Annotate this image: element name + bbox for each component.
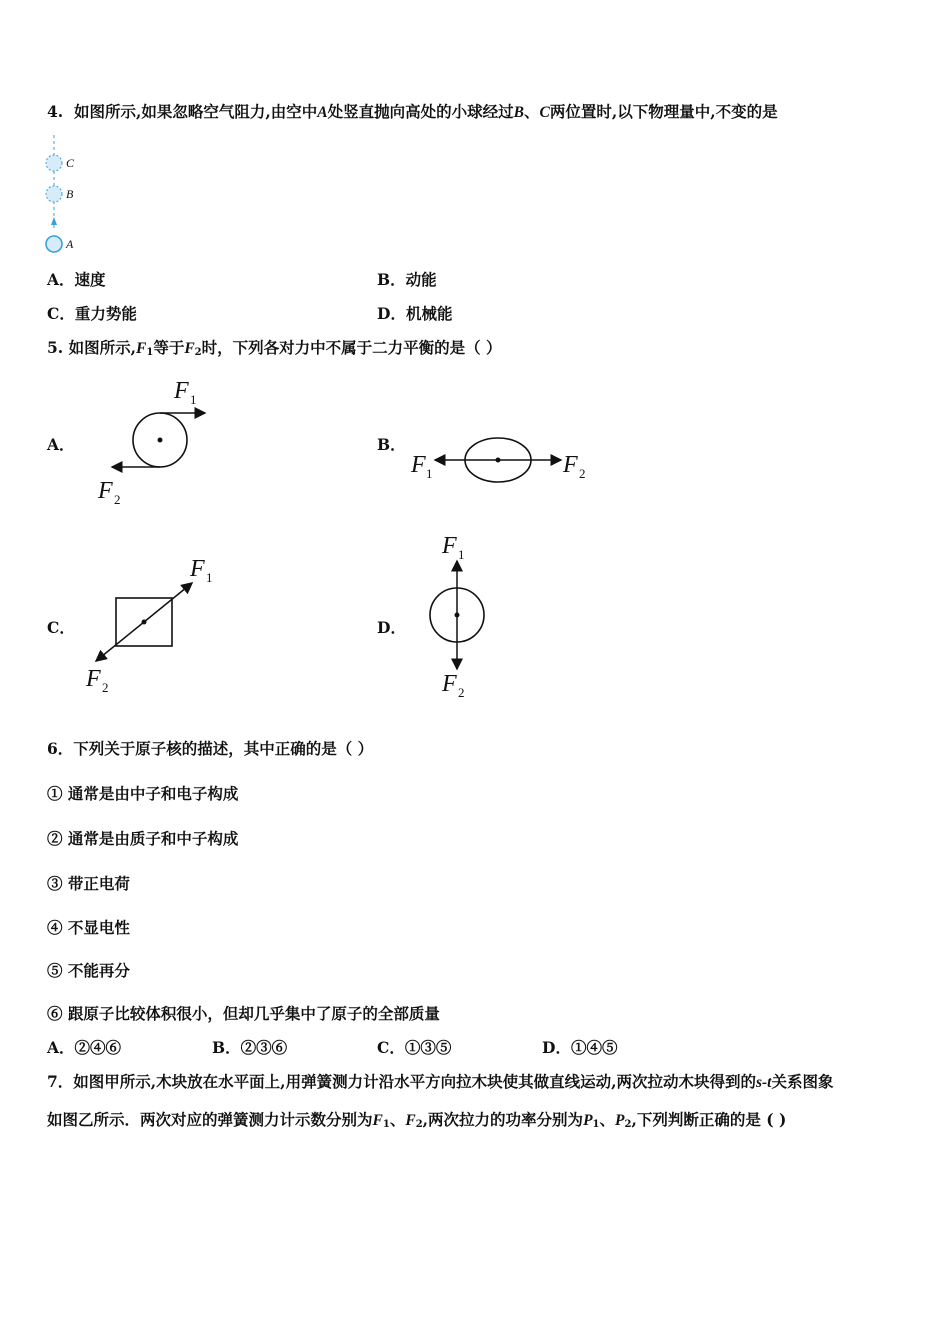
q4-arrow-head xyxy=(51,217,57,225)
q5a-center-dot xyxy=(158,438,163,443)
q6-item-2: ② 通常是由质子和中子构成 xyxy=(47,829,239,848)
q5c-f2-sub: 2 xyxy=(102,680,109,695)
q5-option-c[interactable]: C． xyxy=(47,618,75,637)
q5c-force-f1-arrow xyxy=(144,583,192,622)
q4-ball-b xyxy=(46,186,62,202)
q5-question: 5. 如图所示$,F_1$等于$F_2$时，下列各对力中不属于二力平衡的是（ ） xyxy=(47,338,502,358)
q4-question: 4. 如图所示,如果忽略空气阻力,由空中A处竖直抛向高处的小球经过B、C两位置时,以下物理量中,不变的是 xyxy=(47,102,778,121)
q5-figure-d xyxy=(420,528,500,700)
q7-question-line1: 7．如图甲所示,木块放在水平面上,用弹簧测力计沿水平方向拉木块使其做直线运动,两次拉动木块得到的s-t关系图象 xyxy=(47,1072,834,1091)
q5b-f1-sub: 1 xyxy=(426,466,433,481)
q4-option-a[interactable]: A．速度 xyxy=(47,270,106,289)
q5a-f1-sub: 1 xyxy=(190,392,197,407)
q5b-f2-label: F xyxy=(563,452,578,478)
q5b-f2-sub: 2 xyxy=(579,466,586,481)
q5d-f1-sub: 1 xyxy=(458,547,465,562)
q5c-force-f2-arrow xyxy=(96,622,144,661)
q6-item-4: ④ 不显电性 xyxy=(47,918,130,937)
q5c-f1-label: F xyxy=(190,556,205,582)
q6-item-6: ⑥ 跟原子比较体积很小，但却几乎集中了原子的全部质量 xyxy=(47,1004,440,1023)
q4-label-b: B xyxy=(66,187,74,201)
q5d-f1-label: F xyxy=(442,533,457,559)
q5b-f1-label: F xyxy=(411,452,426,478)
q5-option-a[interactable]: A． xyxy=(47,435,75,454)
q6-option-d[interactable]: D．①④⑤ xyxy=(542,1038,618,1057)
q5a-f1-label: F xyxy=(174,378,189,404)
q6-question: 6．下列关于原子核的描述，其中正确的是（ ） xyxy=(47,739,374,758)
q6-option-b[interactable]: B．②③⑥ xyxy=(212,1038,288,1057)
q5d-f2-label: F xyxy=(442,671,457,697)
q6-item-1: ① 通常是由中子和电子构成 xyxy=(47,784,239,803)
q4-option-d[interactable]: D．机械能 xyxy=(377,304,453,323)
q6-item-3: ③ 带正电荷 xyxy=(47,874,130,893)
q5c-f1-sub: 1 xyxy=(206,570,213,585)
q6-item-5: ⑤ 不能再分 xyxy=(47,961,130,980)
q4-option-c[interactable]: C．重力势能 xyxy=(47,304,137,323)
q5a-f2-label: F xyxy=(98,478,113,504)
q5-option-d[interactable]: D． xyxy=(377,618,406,637)
q5d-f2-sub: 2 xyxy=(458,685,465,700)
q4-ball-figure xyxy=(40,130,100,260)
q4-option-b[interactable]: B．动能 xyxy=(377,270,437,289)
q5-figure-b xyxy=(405,425,605,495)
q5c-f2-label: F xyxy=(86,666,101,692)
q5-figure-a xyxy=(90,370,230,515)
q6-option-a[interactable]: A．②④⑥ xyxy=(47,1038,122,1057)
q4-label-c: C xyxy=(66,156,75,170)
q5a-f2-sub: 2 xyxy=(114,492,121,507)
q4-label-a: A xyxy=(66,237,74,251)
q6-option-c[interactable]: C．①③⑤ xyxy=(377,1038,452,1057)
q4-ball-a xyxy=(46,236,62,252)
q5-figure-c xyxy=(80,550,220,695)
q5-option-b[interactable]: B． xyxy=(377,435,406,454)
q4-ball-c xyxy=(46,155,62,171)
q7-question-line2: 如图乙所示．两次对应的弹簧测力计示数分别为$F_1$、$F_2$,两次拉力的功率分别为$P_1$、$P_2$,下列判断正确的是 ( ) xyxy=(47,1110,787,1130)
